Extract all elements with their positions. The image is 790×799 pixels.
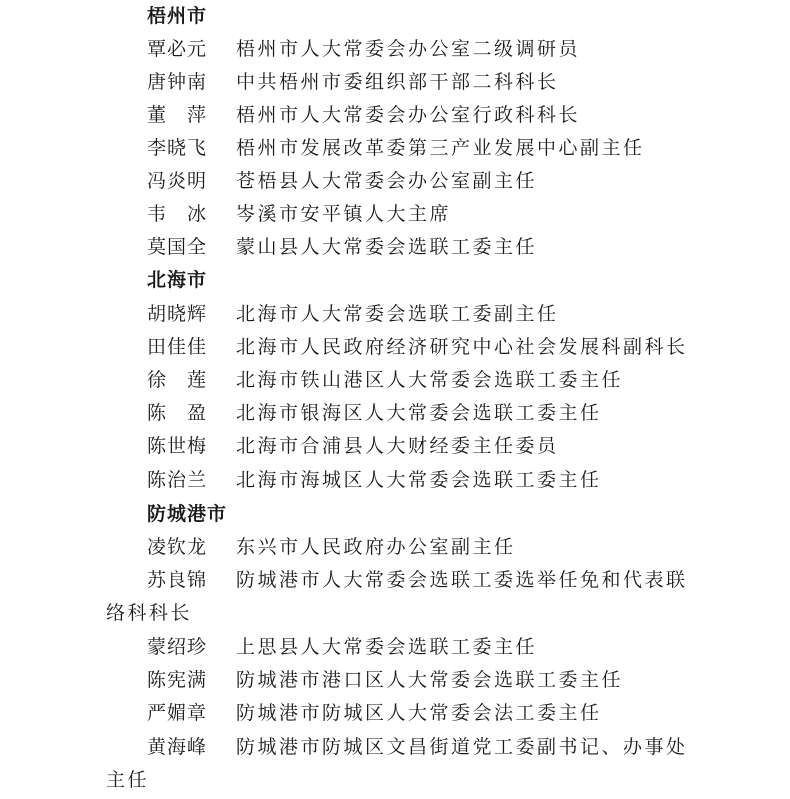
person-title: 梧州市人大常委会办公室二级调研员	[236, 38, 581, 60]
list-item	[0, 368, 790, 392]
person-name: 覃必元	[147, 38, 208, 60]
person-name: 蒙绍珍	[147, 636, 208, 658]
section-heading-fangchenggang: 防城港市	[147, 503, 228, 525]
person-name: 莫国全	[147, 236, 208, 258]
section-heading-beihai: 北海市	[147, 269, 208, 291]
person-title: 北海市银海区人大常委会选联工委主任	[236, 402, 602, 424]
person-title: 梧州市发展改革委第三产业发展中心副主任	[236, 137, 645, 159]
person-name: 陈世梅	[147, 435, 208, 457]
person-title: 岑溪市安平镇人大主席	[236, 203, 452, 225]
person-name: 李晓飞	[147, 137, 208, 159]
list-item	[0, 735, 790, 759]
list-item	[0, 535, 790, 559]
person-name: 韦 冰	[147, 203, 208, 225]
person-name: 徐 莲	[147, 369, 208, 391]
list-item	[0, 468, 790, 492]
person-title: 苍梧县人大常委会办公室副主任	[236, 170, 538, 192]
list-item	[0, 302, 790, 326]
person-name: 冯炎明	[147, 170, 208, 192]
person-title: 防城港市港口区人大常委会选联工委主任	[236, 669, 624, 691]
list-item	[0, 70, 790, 94]
list-item	[0, 235, 790, 259]
person-name: 胡晓辉	[147, 303, 208, 325]
list-item	[0, 103, 790, 127]
person-title: 北海市人民政府经济研究中心社会发展科副科长	[236, 336, 688, 358]
section-heading-wuzhou: 梧州市	[147, 5, 208, 27]
person-title: 东兴市人民政府办公室副主任	[236, 536, 516, 558]
person-title-continuation: 络科科长	[106, 602, 193, 624]
list-item	[0, 401, 790, 425]
person-name: 田佳佳	[147, 336, 208, 358]
person-name: 陈宪满	[147, 669, 208, 691]
list-item	[0, 635, 790, 659]
person-name: 陈 盈	[147, 402, 208, 424]
person-title: 防城港市防城区文昌街道党工委副书记、办事处	[236, 736, 688, 758]
person-title: 北海市海城区人大常委会选联工委主任	[236, 469, 602, 491]
person-name: 苏良锦	[147, 569, 208, 591]
person-title: 北海市合浦县人大财经委主任委员	[236, 435, 559, 457]
list-item	[0, 136, 790, 160]
list-item	[0, 701, 790, 725]
list-item	[0, 169, 790, 193]
person-title: 梧州市人大常委会办公室行政科科长	[236, 104, 581, 126]
person-title: 蒙山县人大常委会选联工委主任	[236, 236, 538, 258]
person-title: 防城港市人大常委会选联工委选举任免和代表联	[236, 569, 688, 591]
list-item	[0, 335, 790, 359]
list-item	[0, 202, 790, 226]
person-name: 黄海峰	[147, 736, 208, 758]
person-name: 董 萍	[147, 104, 208, 126]
person-name: 严媚章	[147, 702, 208, 724]
person-title: 上思县人大常委会选联工委主任	[236, 636, 538, 658]
list-item	[0, 434, 790, 458]
person-title: 防城港市防城区人大常委会法工委主任	[236, 702, 602, 724]
list-item	[0, 37, 790, 61]
person-title: 中共梧州市委组织部干部二科科长	[236, 71, 559, 93]
person-name: 唐钟南	[147, 71, 208, 93]
list-item	[0, 668, 790, 692]
person-name: 凌钦龙	[147, 536, 208, 558]
person-title: 北海市人大常委会选联工委副主任	[236, 303, 559, 325]
person-title-continuation: 主任	[106, 769, 150, 791]
person-title: 北海市铁山港区人大常委会选联工委主任	[236, 369, 624, 391]
person-name: 陈治兰	[147, 469, 208, 491]
list-item	[0, 568, 790, 592]
